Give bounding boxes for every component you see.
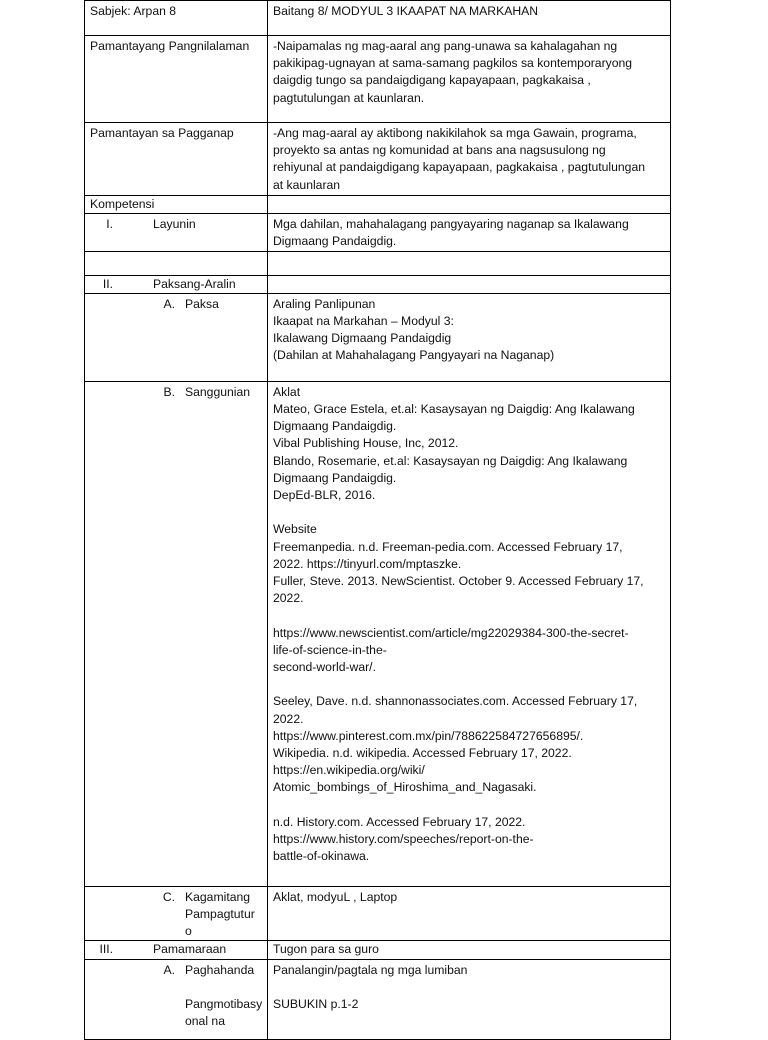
performance-standard-text [268,123,671,196]
header-row [85,1,671,36]
references-label: B. Sanggunian [85,381,268,886]
competency-label: Kompetensi [85,196,268,214]
content-standard-row [85,36,671,123]
topic-line: Ikalawang Digmaang Pandaigdig [273,331,452,346]
content-standard-label: Pamantayang Pangnilalaman [85,36,268,123]
preparation-row [85,959,671,1039]
reference-line: https://en.wikipedia.org/wiki/ [273,763,425,778]
materials-row [85,886,671,941]
content-standard-text [268,36,671,123]
procedure-row [85,941,671,959]
content-standard-line: pagtutulungan at kaunlaran. [273,90,425,105]
reference-line: https://www.pinterest.com.mx/pin/788622584727656895/. [273,728,584,743]
procedure-label: III. Pamamaraan [85,941,268,959]
performance-standard-row [85,123,671,196]
content-standard-line: daigdig tungo sa pandaigdigang kapayapaan, pagkakaisa , [273,73,591,88]
reference-line: 2022. [273,591,304,606]
objective-text [268,214,671,251]
subject-matter-row [85,275,671,293]
reference-line: Vibal Publishing House, Inc, 2012. [273,436,459,451]
preparation-line [273,979,665,996]
grade-module-cell: Baitang 8/ MODYUL 3 IKAAPAT NA MARKAHAN [268,1,671,36]
reference-line: Mateo, Grace Estela, et.al: Kasaysayan ng Daigdig: Ang Ikalawang [273,402,635,417]
reference-line [273,676,665,693]
reference-line [273,797,665,814]
reference-line: DepEd-BLR, 2016. [273,488,376,503]
reference-line: battle-of-okinawa. [273,849,370,864]
materials-label: C. Kagamitang Pampagtutur o [85,886,268,941]
materials-label-line: Kagamitang [185,889,251,904]
topic-line: (Dahilan at Mahahalagang Pangyayari na Naganap) [273,348,555,363]
content-standard-line: -Naipamalas ng mag-aaral ang pang-unawa sa kahalagahan ng [273,39,618,53]
subject-cell: Sabjek: Arpan 8 [85,1,268,36]
objective-label: I. Layunin [85,214,268,251]
references-text [268,381,671,886]
reference-line: second-world-war/. [273,660,376,675]
preparation-label-line: onal na [185,1014,225,1029]
performance-standard-line: -Ang mag-aaral ay aktibong nakikilahok sa mga Gawain, programa, [273,126,637,140]
materials-text: Aklat, modyuL , Laptop [268,886,671,941]
objective-line: Digmaang Pandaigdig. [273,234,397,249]
reference-line: life-of-science-in-the- [273,642,387,657]
materials-label-line: Pampagtutur [185,907,255,922]
preparation-label-line: Paghahanda [185,962,255,977]
performance-standard-line: rehiyunal at pandaigdigang kapayapaan, pagkakaisa , pagtutulungan [273,160,646,175]
content-standard-line: pakikipag-ugnayan at sama-samang pagkilos sa kontemporaryong [273,56,633,71]
reference-line: Digmaang Pandaigdig. [273,419,397,434]
reference-line: Seeley, Dave. n.d. shannonassociates.com. Accessed February 17, [273,694,638,709]
subject-matter-label: II. Paksang-Aralin [85,275,268,293]
topic-line: Ikaapat na Markahan – Modyul 3: [273,314,454,329]
preparation-line: SUBUKIN p.1-2 [273,997,359,1012]
lesson-plan-table [84,0,671,1040]
reference-line [273,504,665,521]
preparation-label: A. Paghahanda Pangmotibasy onal na [85,959,268,1039]
preparation-text [268,959,671,1039]
performance-standard-label: Pamantayan sa Pagganap [85,123,268,196]
reference-line: n.d. History.com. Accessed February 17, 2022. [273,814,526,829]
objective-line: Mga dahilan, mahahalagang pangyayaring naganap sa Ikalawang [273,217,629,232]
reference-line: Digmaang Pandaigdig. [273,470,397,485]
reference-line: Aklat [273,384,301,399]
reference-line: 2022. [273,711,304,726]
procedure-value: Tugon para sa guro [268,941,671,959]
objective-row [85,214,671,251]
reference-line: Wikipedia. n.d. wikipedia. Accessed February 17, 2022. [273,746,572,761]
performance-standard-line: proyekto sa antas ng komunidad at bans ana nagsusulong ng [273,143,606,158]
reference-line: Freemanpedia. n.d. Freeman-pedia.com. Accessed February 17, [273,539,623,554]
reference-line: Blando, Rosemarie, et.al: Kasaysayan ng Daigdig: Ang Ikalawang [273,453,628,468]
lesson-plan-sheet [84,0,670,1040]
reference-line [273,607,665,624]
reference-line: https://www.history.com/speeches/report-on-the- [273,832,534,847]
materials-label-line: o [185,924,192,939]
preparation-label-line [185,979,262,996]
reference-line: https://www.newscientist.com/article/mg22029384-300-the-secret- [273,625,629,640]
reference-line: Website [273,522,317,537]
reference-line: 2022. https://tinyurl.com/mptaszke. [273,556,462,571]
references-row [85,381,671,886]
competency-row [85,196,671,214]
preparation-label-line: Pangmotibasy [185,997,263,1012]
topic-text [268,293,671,381]
spacer-row [85,251,671,275]
reference-line: Atomic_bombings_of_Hiroshima_and_Nagasaki. [273,780,537,795]
topic-line: Araling Panlipunan [273,296,376,311]
preparation-line: Panalangin/pagtala ng mga lumiban [273,962,468,977]
competency-value [268,196,671,214]
topic-label: A. Paksa [85,293,268,381]
performance-standard-line: at kaunlaran [273,177,341,192]
reference-line: Fuller, Steve. 2013. NewScientist. October 9. Accessed February 17, [273,574,644,589]
topic-row [85,293,671,381]
